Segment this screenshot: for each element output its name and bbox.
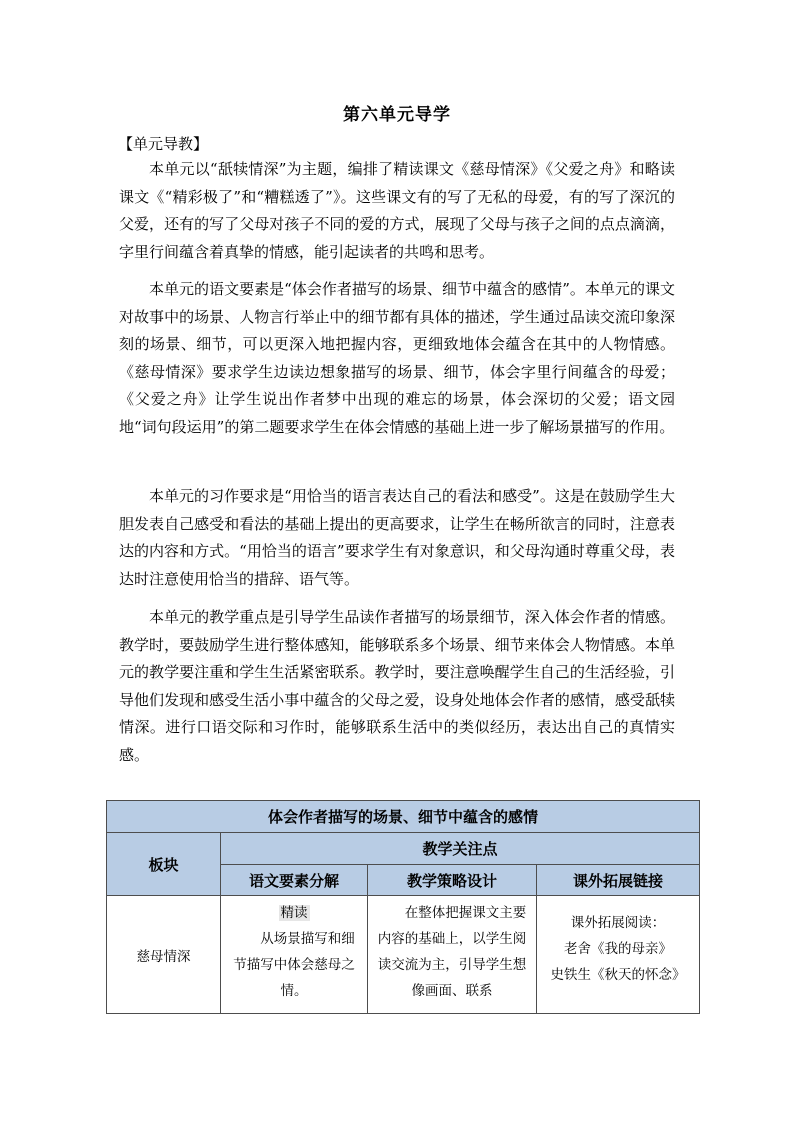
header-strategy-design: 教学策略设计 — [368, 865, 537, 896]
page-title: 第六单元导学 — [343, 105, 451, 125]
extension-cell — [537, 896, 700, 1014]
section-label: 【单元导教】 — [118, 135, 209, 153]
extension-item: 老舍《我的母亲》 — [564, 941, 672, 957]
extension-title: 课外拓展阅读： — [570, 915, 666, 931]
paragraph-language-element: 本单元的语文要素是“体会作者描写的场景、细节中蕴含的感情”。本单元的课文对故事中的场景、人物言行举止中的细节都有具体的描述，学生通过品读交流印象深刻的场景、细节，可以更深入地把握内容，更细致地体会蕴含在其中的人物情感。《慈母情深》要求学生边读边想象描写的场景、细节，体会字里行间蕴含的母爱；《父爱之舟》让学生说出作者梦中出现的难忘的场景，体会深切的父爱；语文园地“词句段运用”的第二题要求学生在体会情感的基础上进一步了解场景描写的作用。 — [119, 280, 675, 436]
element-breakdown-cell — [221, 896, 368, 1014]
header-extension-links: 课外拓展链接 — [537, 865, 700, 896]
intensive-reading-tag: 精读 — [280, 905, 308, 921]
row-block-name: 慈母情深 — [107, 896, 221, 1014]
extension-item: 史铁生《秋天的怀念》 — [550, 967, 686, 983]
table-caption: 体会作者描写的场景、细节中蕴含的感情 — [107, 801, 700, 833]
teaching-guide-table — [106, 800, 700, 1014]
paragraph-theme: 本单元以“舐犊情深”为主题，编排了精读课文《慈母情深》《父爱之舟》和略读课文《“精彩极了”和“糟糕透了”》。这些课文有的写了无私的母爱，有的写了深沉的父爱，还有的写了父母对孩子不同的爱的方式，展现了父母与孩子之间的点点滴滴，字里行间蕴含着真挚的情感，能引起读者的共鸣和思考。 — [119, 160, 675, 261]
element-breakdown-text: 从场景描写和细节描写中体会慈母之情。 — [233, 931, 355, 999]
header-element-breakdown: 语文要素分解 — [221, 865, 368, 896]
paragraph-writing-requirement: 本单元的习作要求是“用恰当的语言表达自己的看法和感受”。这是在鼓励学生大胆发表自己感受和看法的基础上提出的更高要求，让学生在畅所欲言的同时，注意表达的内容和方式。“用恰当的语言”要求学生有对象意识，和父母沟通时尊重父母，表达时注意使用恰当的措辞、语气等。 — [119, 487, 675, 588]
header-teaching-focus: 教学关注点 — [221, 833, 700, 865]
header-block: 板块 — [107, 833, 221, 896]
strategy-design-cell: 在整体把握课文主要内容的基础上，以学生阅读交流为主，引导学生想像画面、联系 — [368, 896, 537, 1014]
paragraph-teaching-focus: 本单元的教学重点是引导学生品读作者描写的场景细节，深入体会作者的情感。教学时，要鼓励学生进行整体感知，能够联系多个场景、细节来体会人物情感。本单元的教学要注重和学生生活紧密联系。教学时，要注意唤醒学生自己的生活经验，引导他们发现和感受生活小事中蕴含的父母之爱，设身处地体会作者的感情，感受舐犊情深。进行口语交际和习作时，能够联系生活中的类似经历，表达出自己的真情实感。 — [119, 608, 675, 764]
